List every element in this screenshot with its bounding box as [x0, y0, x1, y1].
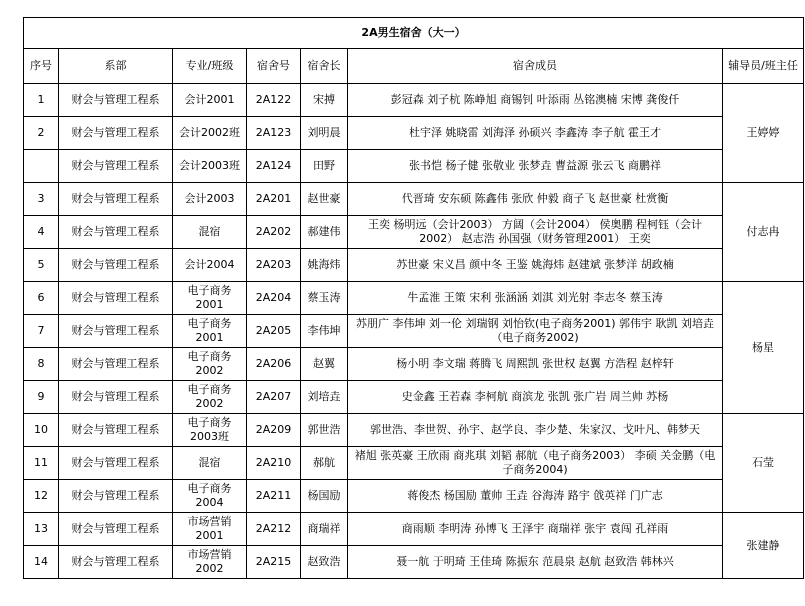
row-members: 苏世豪 宋义昌 颜中冬 王鉴 姚海炜 赵建斌 张梦洋 胡政楠 [348, 249, 723, 282]
row-room: 2A207 [247, 381, 301, 414]
row-members: 代晋琦 安东硕 陈鑫伟 张欣 仲毅 商子飞 赵世豪 杜赏衡 [348, 183, 723, 216]
row-no: 2 [24, 117, 59, 150]
row-dept: 财会与管理工程系 [59, 414, 173, 447]
row-room: 2A211 [247, 480, 301, 513]
header-major: 专业/班级 [173, 49, 247, 84]
row-major: 市场营销2001 [173, 513, 247, 546]
header-no: 序号 [24, 49, 59, 84]
row-room: 2A215 [247, 546, 301, 579]
row-leader: 田野 [301, 150, 348, 183]
row-leader: 商瑞祥 [301, 513, 348, 546]
table-row [24, 183, 804, 216]
table-row [24, 117, 804, 150]
dorm-table [23, 17, 804, 579]
row-no: 5 [24, 249, 59, 282]
row-major: 会计2003 [173, 183, 247, 216]
table-row [24, 348, 804, 381]
row-room: 2A209 [247, 414, 301, 447]
table-row [24, 546, 804, 579]
row-no: 13 [24, 513, 59, 546]
row-members: 张书恺 杨子健 张敬业 张梦垚 曹益源 张云飞 商鹏祥 [348, 150, 723, 183]
row-no: 11 [24, 447, 59, 480]
row-members: 聂一航 于明琦 王佳琦 陈振东 范晨泉 赵航 赵致浩 韩林兴 [348, 546, 723, 579]
row-leader: 李伟坤 [301, 315, 348, 348]
row-dept: 财会与管理工程系 [59, 381, 173, 414]
row-members: 史金鑫 王若森 李柯航 商滨龙 张凯 张广岩 周兰帅 苏杨 [348, 381, 723, 414]
row-no: 4 [24, 216, 59, 249]
row-dept: 财会与管理工程系 [59, 513, 173, 546]
row-leader: 郝航 [301, 447, 348, 480]
row-dept: 财会与管理工程系 [59, 447, 173, 480]
row-no: 8 [24, 348, 59, 381]
row-members: 杨小明 李文瑞 蒋腾飞 周熙凯 张世权 赵翼 方浩程 赵梓轩 [348, 348, 723, 381]
counselor-cell: 王婷婷 [723, 84, 804, 183]
row-leader: 刘培垚 [301, 381, 348, 414]
header-leader: 宿舍长 [301, 49, 348, 84]
row-room: 2A122 [247, 84, 301, 117]
counselor-cell: 杨星 [723, 282, 804, 414]
table-row [24, 150, 804, 183]
row-members: 褚旭 张英豪 王欣雨 商兆琪 刘韬 郝航（电子商务2003） 李硕 关金鹏（电子商务2004) [348, 447, 723, 480]
row-room: 2A210 [247, 447, 301, 480]
table-row [24, 249, 804, 282]
row-no: 9 [24, 381, 59, 414]
row-room: 2A202 [247, 216, 301, 249]
table-row [24, 216, 804, 249]
row-major: 会计2004 [173, 249, 247, 282]
row-leader: 姚海炜 [301, 249, 348, 282]
counselor-cell: 石莹 [723, 414, 804, 513]
row-no: 6 [24, 282, 59, 315]
row-no: 14 [24, 546, 59, 579]
row-members: 杜宇泽 姚晓雷 刘海泽 孙硕兴 李鑫涛 李子航 霍王才 [348, 117, 723, 150]
header-counselor: 辅导员/班主任 [723, 49, 804, 84]
table-row [24, 315, 804, 348]
row-major: 混宿 [173, 216, 247, 249]
row-dept: 财会与管理工程系 [59, 282, 173, 315]
row-members: 彭冠森 刘子杭 陈峥旭 商锡钊 叶添雨 丛铭澳楠 宋博 龚俊仟 [348, 84, 723, 117]
row-leader: 刘明晨 [301, 117, 348, 150]
header-room: 宿舍号 [247, 49, 301, 84]
row-major: 电子商务2004 [173, 480, 247, 513]
header-members: 宿舍成员 [348, 49, 723, 84]
row-dept: 财会与管理工程系 [59, 150, 173, 183]
row-dept: 财会与管理工程系 [59, 546, 173, 579]
row-dept: 财会与管理工程系 [59, 348, 173, 381]
row-leader: 赵致浩 [301, 546, 348, 579]
row-room: 2A206 [247, 348, 301, 381]
row-leader: 宋搏 [301, 84, 348, 117]
table-row [24, 282, 804, 315]
row-no: 3 [24, 183, 59, 216]
row-no: 7 [24, 315, 59, 348]
row-members: 商雨顺 李明涛 孙博飞 王泽宇 商瑞祥 张宇 袁闯 孔祥雨 [348, 513, 723, 546]
row-leader: 蔡玉涛 [301, 282, 348, 315]
row-leader: 郝建伟 [301, 216, 348, 249]
counselor-cell: 张建静 [723, 513, 804, 579]
row-leader: 杨国励 [301, 480, 348, 513]
row-major: 会计2002班 [173, 117, 247, 150]
row-room: 2A205 [247, 315, 301, 348]
table-row [24, 480, 804, 513]
row-major: 电子商务2002 [173, 348, 247, 381]
row-major: 市场营销2002 [173, 546, 247, 579]
row-room: 2A124 [247, 150, 301, 183]
row-major: 混宿 [173, 447, 247, 480]
row-no: 12 [24, 480, 59, 513]
row-dept: 财会与管理工程系 [59, 216, 173, 249]
row-leader: 赵世豪 [301, 183, 348, 216]
row-major: 会计2001 [173, 84, 247, 117]
table-row [24, 414, 804, 447]
table-row [24, 84, 804, 117]
row-major: 会计2003班 [173, 150, 247, 183]
counselor-cell: 付志冉 [723, 183, 804, 282]
row-dept: 财会与管理工程系 [59, 480, 173, 513]
row-members: 苏朋广 李伟坤 刘一伦 刘瑞钢 刘怡钦(电子商务2001) 郭伟宇 耿凯 刘培垚（电子商务2002) [348, 315, 723, 348]
row-room: 2A123 [247, 117, 301, 150]
row-leader: 郭世浩 [301, 414, 348, 447]
row-dept: 财会与管理工程系 [59, 315, 173, 348]
row-major: 电子商务2001 [173, 315, 247, 348]
row-room: 2A212 [247, 513, 301, 546]
row-room: 2A203 [247, 249, 301, 282]
row-members: 牛孟淮 王策 宋利 张涵涵 刘淇 刘光射 李志冬 蔡玉涛 [348, 282, 723, 315]
row-dept: 财会与管理工程系 [59, 183, 173, 216]
row-dept: 财会与管理工程系 [59, 84, 173, 117]
row-no: 1 [24, 84, 59, 117]
row-dept: 财会与管理工程系 [59, 117, 173, 150]
row-room: 2A204 [247, 282, 301, 315]
table-row [24, 513, 804, 546]
row-no: 10 [24, 414, 59, 447]
row-dept: 财会与管理工程系 [59, 249, 173, 282]
table-row [24, 447, 804, 480]
table-row [24, 381, 804, 414]
row-major: 电子商务2001 [173, 282, 247, 315]
row-room: 2A201 [247, 183, 301, 216]
row-members: 蒋俊杰 杨国励 董帅 王垚 谷海涛 路宇 戗英祥 门广志 [348, 480, 723, 513]
row-leader: 赵翼 [301, 348, 348, 381]
row-members: 王奕 杨明远（会计2003） 方阔（会计2004） 侯奥鹏 程柯钰（会计2002） 赵志浩 孙国强（财务管理2001） 王奕 [348, 216, 723, 249]
header-dept: 系部 [59, 49, 173, 84]
row-major: 电子商务2003班 [173, 414, 247, 447]
row-members: 郭世浩、李世贺、孙宇、赵学良、李少楚、朱家汉、戈叶凡、韩梦天 [348, 414, 723, 447]
row-no [24, 150, 59, 183]
row-major: 电子商务2002 [173, 381, 247, 414]
table-title: 2A男生宿舍（大一） [24, 18, 804, 49]
